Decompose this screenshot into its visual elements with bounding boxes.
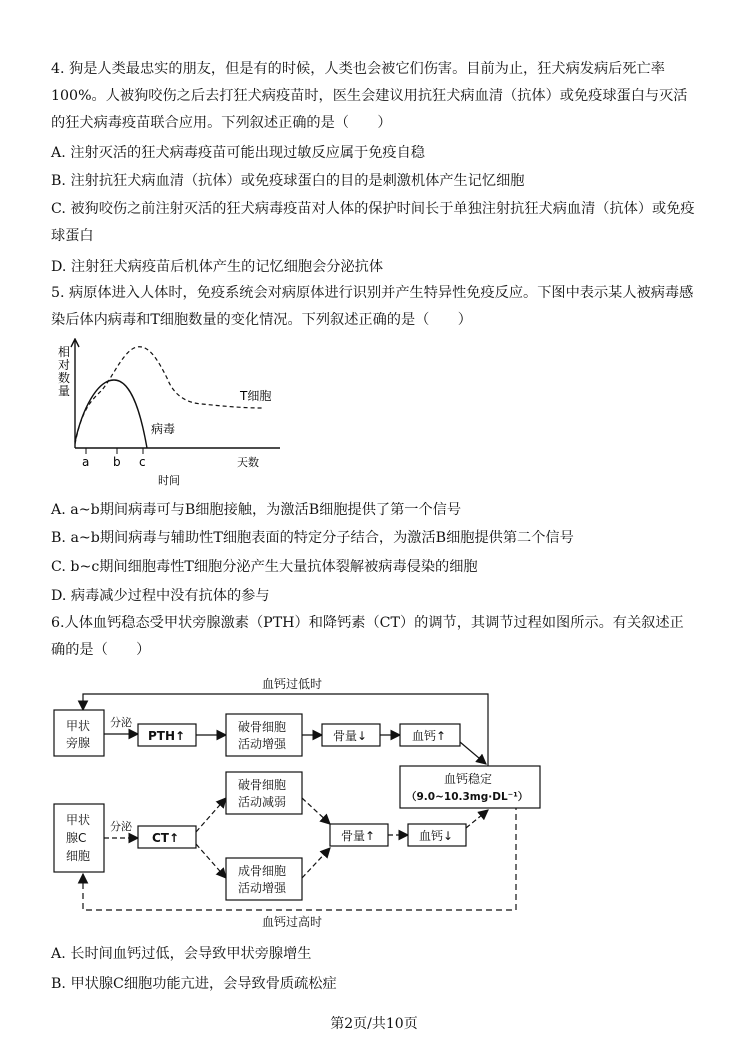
q6-bone-up: 骨量↑ [341,829,376,843]
q6-stem: 6.人体血钙稳态受甲状旁腺激素（PTH）和降钙素（CT）的调节，其调节过程如图所示。有关叙述正确的是（ ） [51,615,684,658]
q5-option-d: D. 病毒减少过程中没有抗体的参与 [51,588,270,604]
q4-stem: 4. 狗是人类最忠实的朋友，但是有的时候，人类也会被它们伤害。目前为止，狂犬病发病后死亡率100%。人被狗咬伤之后去打狂犬病疫苗时，医生会建议用抗狂犬病血清（抗体）或免疫球蛋白与灭活的狂犬病毒疫苗联合应用。下列叙述正确的是（ ） [51,61,688,131]
q5-option-b: B. a~b期间病毒与辅助性T细胞表面的特定分子结合，为激活B细胞提供第二个信号 [51,530,574,546]
q5-graph [52,338,284,488]
q5-option-a: A. a~b期间病毒可与B细胞接触，为激活B细胞提供了第一个信号 [51,502,462,518]
q4-option-a: A. 注射灭活的狂犬病毒疫苗可能出现过敏反应属于免疫自稳 [51,145,425,161]
q6-option-b: B. 甲状腺C细胞功能亢进，会导致骨质疏松症 [51,976,337,992]
q6-ob-up-line2: 活动增强 [238,881,287,895]
q5-days-label: 天数 [237,456,259,469]
page-footer: 第2页/共10页 [330,1016,418,1032]
q5-ylabel: 相对数量 [58,345,71,398]
q5-option-c: C. b~c期间细胞毒性T细胞分泌产生大量抗体裂解被病毒侵染的细胞 [51,559,478,575]
q6-ca-down: 血钙↓ [419,829,454,843]
q5-virus-curve [75,380,147,448]
q6-oc-down-line1: 破骨细胞 [238,778,287,792]
q6-gland1-line1: 甲状 [66,719,91,733]
q5-tcell-label: T细胞 [240,389,272,403]
q6-oc-up-line1: 破骨细胞 [238,720,287,734]
q6-secrete1: 分泌 [110,716,132,729]
q6-gland2-line3: 细胞 [66,849,91,863]
q6-high-label: 血钙过高时 [262,915,323,929]
q6-ct: CT↑ [152,831,180,845]
q6-bone-down: 骨量↓ [333,729,368,743]
q4-option-b: B. 注射抗狂犬病血清（抗体）或免疫球蛋白的目的是刺激机体产生记忆细胞 [51,173,525,189]
q6-low-label: 血钙过低时 [262,677,323,691]
q6-secrete2: 分泌 [110,820,132,833]
q6-oc-down-line2: 活动减弱 [238,795,287,809]
q6-ob-up-line1: 成骨细胞 [238,864,287,878]
q5-tick-b: b [113,455,121,469]
q6-ca-up: 血钙↑ [412,729,447,743]
q6-gland1-line2: 旁腺 [66,736,91,750]
q5-tick-c: c [139,455,146,469]
q6-option-a: A. 长时间血钙过低，会导致甲状旁腺增生 [51,946,312,962]
q6-oc-up-line2: 活动增强 [238,737,287,751]
q5-time-label: 时间 [158,474,180,487]
q4-option-c: C. 被狗咬伤之前注射灭活的狂犬病毒疫苗对人体的保护时间长于单独注射抗狂犬病血清（抗体）或免疫球蛋白 [51,201,695,244]
q5-virus-label: 病毒 [151,422,176,436]
q5-tick-a: a [82,455,90,469]
q6-diagram [48,672,548,934]
q6-stable-range: （9.0~10.3mg·DL⁻¹） [406,791,529,803]
q6-stable: 血钙稳定 [444,772,493,786]
q4-option-d: D. 注射狂犬病疫苗后机体产生的记忆细胞会分泌抗体 [51,259,384,275]
q6-gland2-line1: 甲状 [66,813,91,827]
q5-stem: 5. 病原体进入人体时，免疫系统会对病原体进行识别并产生特异性免疫反应。下图中表示某人被病毒感染后体内病毒和T细胞数量的变化情况。下列叙述正确的是（ ） [51,285,694,328]
q6-gland2-line2: 腺C [66,831,87,845]
q6-pth: PTH↑ [148,729,186,743]
